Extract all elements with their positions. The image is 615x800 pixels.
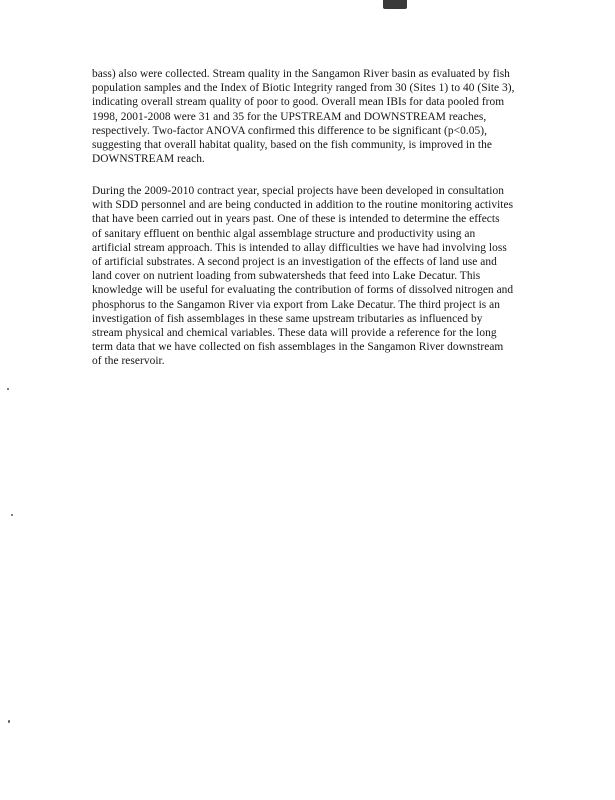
paragraph-line: that have been carried out in years past. One of these is intended to determine the effects xyxy=(92,213,500,226)
paragraph-line: artificial stream approach. This is intended to allay difficulties we have had involving loss xyxy=(92,241,507,254)
paragraph-line: suggesting that overall habitat quality, based on the fish community, is improved in the xyxy=(92,139,492,152)
paragraph-line: phosphorus to the Sangamon River via export from Lake Decatur. The third project is an xyxy=(92,298,501,311)
paragraph-line: stream physical and chemical variables. These data will provide a reference for the long xyxy=(92,327,497,340)
paragraph-line: land cover on nutrient loading from subwatersheds that feed into Lake Decatur. This xyxy=(92,270,481,283)
paragraph-line: of sanitary effluent on benthic algal assemblage structure and productivity using an xyxy=(92,227,476,240)
scan-speck xyxy=(8,720,10,723)
paragraph-special-projects xyxy=(92,184,532,369)
scan-artifact-mark xyxy=(383,0,407,9)
paragraph-line: of the reservoir. xyxy=(92,355,165,368)
paragraph-line: respectively. Two-factor ANOVA confirmed this difference to be significant (p<0.05), xyxy=(92,124,487,137)
paragraph-line: During the 2009-2010 contract year, special projects have been developed in consultation xyxy=(92,185,504,197)
paragraph-fish-quality xyxy=(92,67,532,166)
paragraph-line: of artificial substrates. A second project is an investigation of the effects of land use and xyxy=(92,256,497,269)
paragraph-line: with SDD personnel and are being conducted in addition to the routine monitoring activites xyxy=(92,199,514,212)
paragraph-line: term data that we have collected on fish assemblages in the Sangamon River downstream xyxy=(92,341,504,354)
paragraph-line: indicating overall stream quality of poor to good. Overall mean IBIs for data pooled from xyxy=(92,96,505,109)
paragraph-line: DOWNSTREAM reach. xyxy=(92,153,205,166)
paragraph-line: bass) also were collected. Stream quality in the Sangamon River basin as evaluated by fish xyxy=(92,68,510,80)
paragraph-line: knowledge will be useful for evaluating the contribution of forms of dissolved nitrogen and xyxy=(92,284,514,297)
paragraph-line: population samples and the Index of Biotic Integrity ranged from 30 (Sites 1) to 40 (Site 3), xyxy=(92,82,515,95)
paragraph-line: investigation of fish assemblages in these same upstream tributaries as influenced by xyxy=(92,312,483,325)
paragraph-line: 1998, 2001-2008 were 31 and 35 for the UPSTREAM and DOWNSTREAM reaches, xyxy=(92,110,487,123)
scan-speck xyxy=(7,388,9,390)
scan-speck xyxy=(11,514,13,516)
